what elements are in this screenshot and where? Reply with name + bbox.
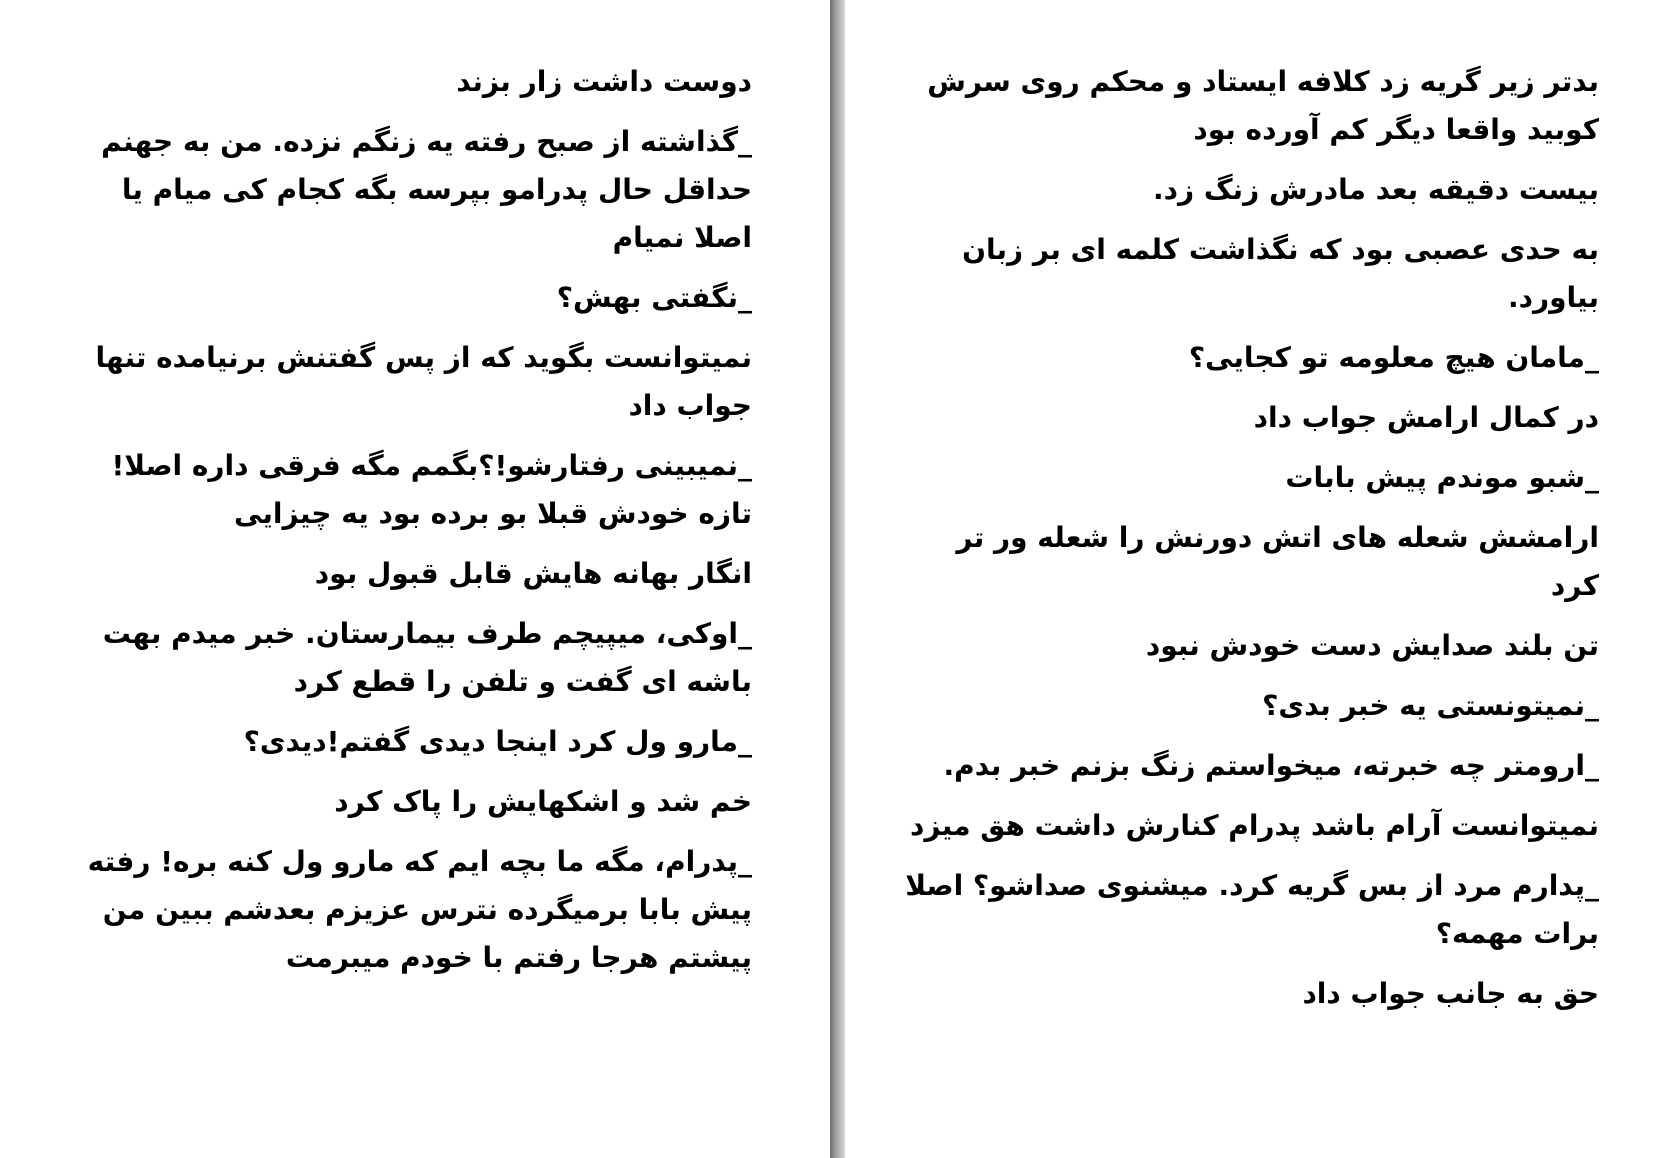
paragraph: _اوکی، میپیچم طرف بیمارستان. خبر میدم بهت باشه ای گفت و تلفن را قطع کرد bbox=[102, 617, 752, 698]
paragraph: خم شد و اشکهایش را پاک کرد bbox=[334, 785, 752, 818]
paragraph: _نمیتونستی یه خبر بدی؟ bbox=[1262, 689, 1599, 722]
paragraph: _مامان هیچ معلومه تو کجایی؟ bbox=[1188, 341, 1599, 374]
left-page bbox=[0, 0, 830, 1158]
left-page-text bbox=[72, 58, 752, 994]
paragraph: _مارو ول کرد اینجا دیدی گفتم!دیدی؟ bbox=[243, 725, 752, 758]
paragraph: نمیتوانست آرام باشد پدرام کنارش داشت هق میزد bbox=[909, 809, 1599, 842]
page-gutter-divider bbox=[830, 0, 845, 1158]
paragraph: بدتر زیر گریه زد کلافه ایستاد و محکم روی سرش کوبید واقعا دیگر کم آورده بود bbox=[927, 65, 1599, 146]
paragraph: تن بلند صدایش دست خودش نبود bbox=[1145, 629, 1599, 662]
paragraph: _نگفتی بهش؟ bbox=[556, 281, 752, 314]
paragraph: بیست دقیقه بعد مادرش زنگ زد. bbox=[1153, 173, 1599, 206]
paragraph: _نمیبینی رفتارشو!؟بگمم مگه فرقی داره اصلا! تازه خودش قبلا بو برده بود یه چیزایی bbox=[111, 449, 752, 530]
paragraph: ارامشش شعله های اتش دورنش را شعله ور تر کرد bbox=[956, 521, 1599, 602]
paragraph: _پدرام، مگه ما بچه ایم که مارو ول کنه بره! رفته پیش بابا برمیگرده نترس عزیزم بعدشم ببین من پیشتم هرجا رفتم با خودم میبرمت bbox=[87, 845, 752, 974]
right-page bbox=[845, 0, 1672, 1158]
paragraph: در کمال ارامش جواب داد bbox=[1253, 401, 1599, 434]
paragraph: _ارومتر چه خبرته، میخواستم زنگ بزنم خبر بدم. bbox=[943, 749, 1599, 782]
paragraph: دوست داشت زار بزند bbox=[456, 65, 752, 98]
right-page-text bbox=[899, 58, 1599, 1030]
paragraph: نمیتوانست بگوید که از پس گفتنش برنیامده تنها جواب داد bbox=[95, 341, 752, 422]
paragraph: انگار بهانه هایش قابل قبول بود bbox=[314, 557, 752, 590]
paragraph: حق به جانب جواب داد bbox=[1302, 977, 1599, 1010]
paragraph: _شبو موندم پیش بابات bbox=[1285, 461, 1599, 494]
paragraph: به حدی عصبی بود که نگذاشت کلمه ای بر زبان بیاورد. bbox=[962, 233, 1599, 314]
paragraph: _گذاشته از صبح رفته یه زنگم نزده. من به جهنم حداقل حال پدرامو بپرسه بگه کجام کی میام یا اصلا نمیام bbox=[101, 125, 752, 254]
paragraph: _پدارم مرد از بس گریه کرد. میشنوی صداشو؟ اصلا برات مهمه؟ bbox=[905, 869, 1599, 950]
